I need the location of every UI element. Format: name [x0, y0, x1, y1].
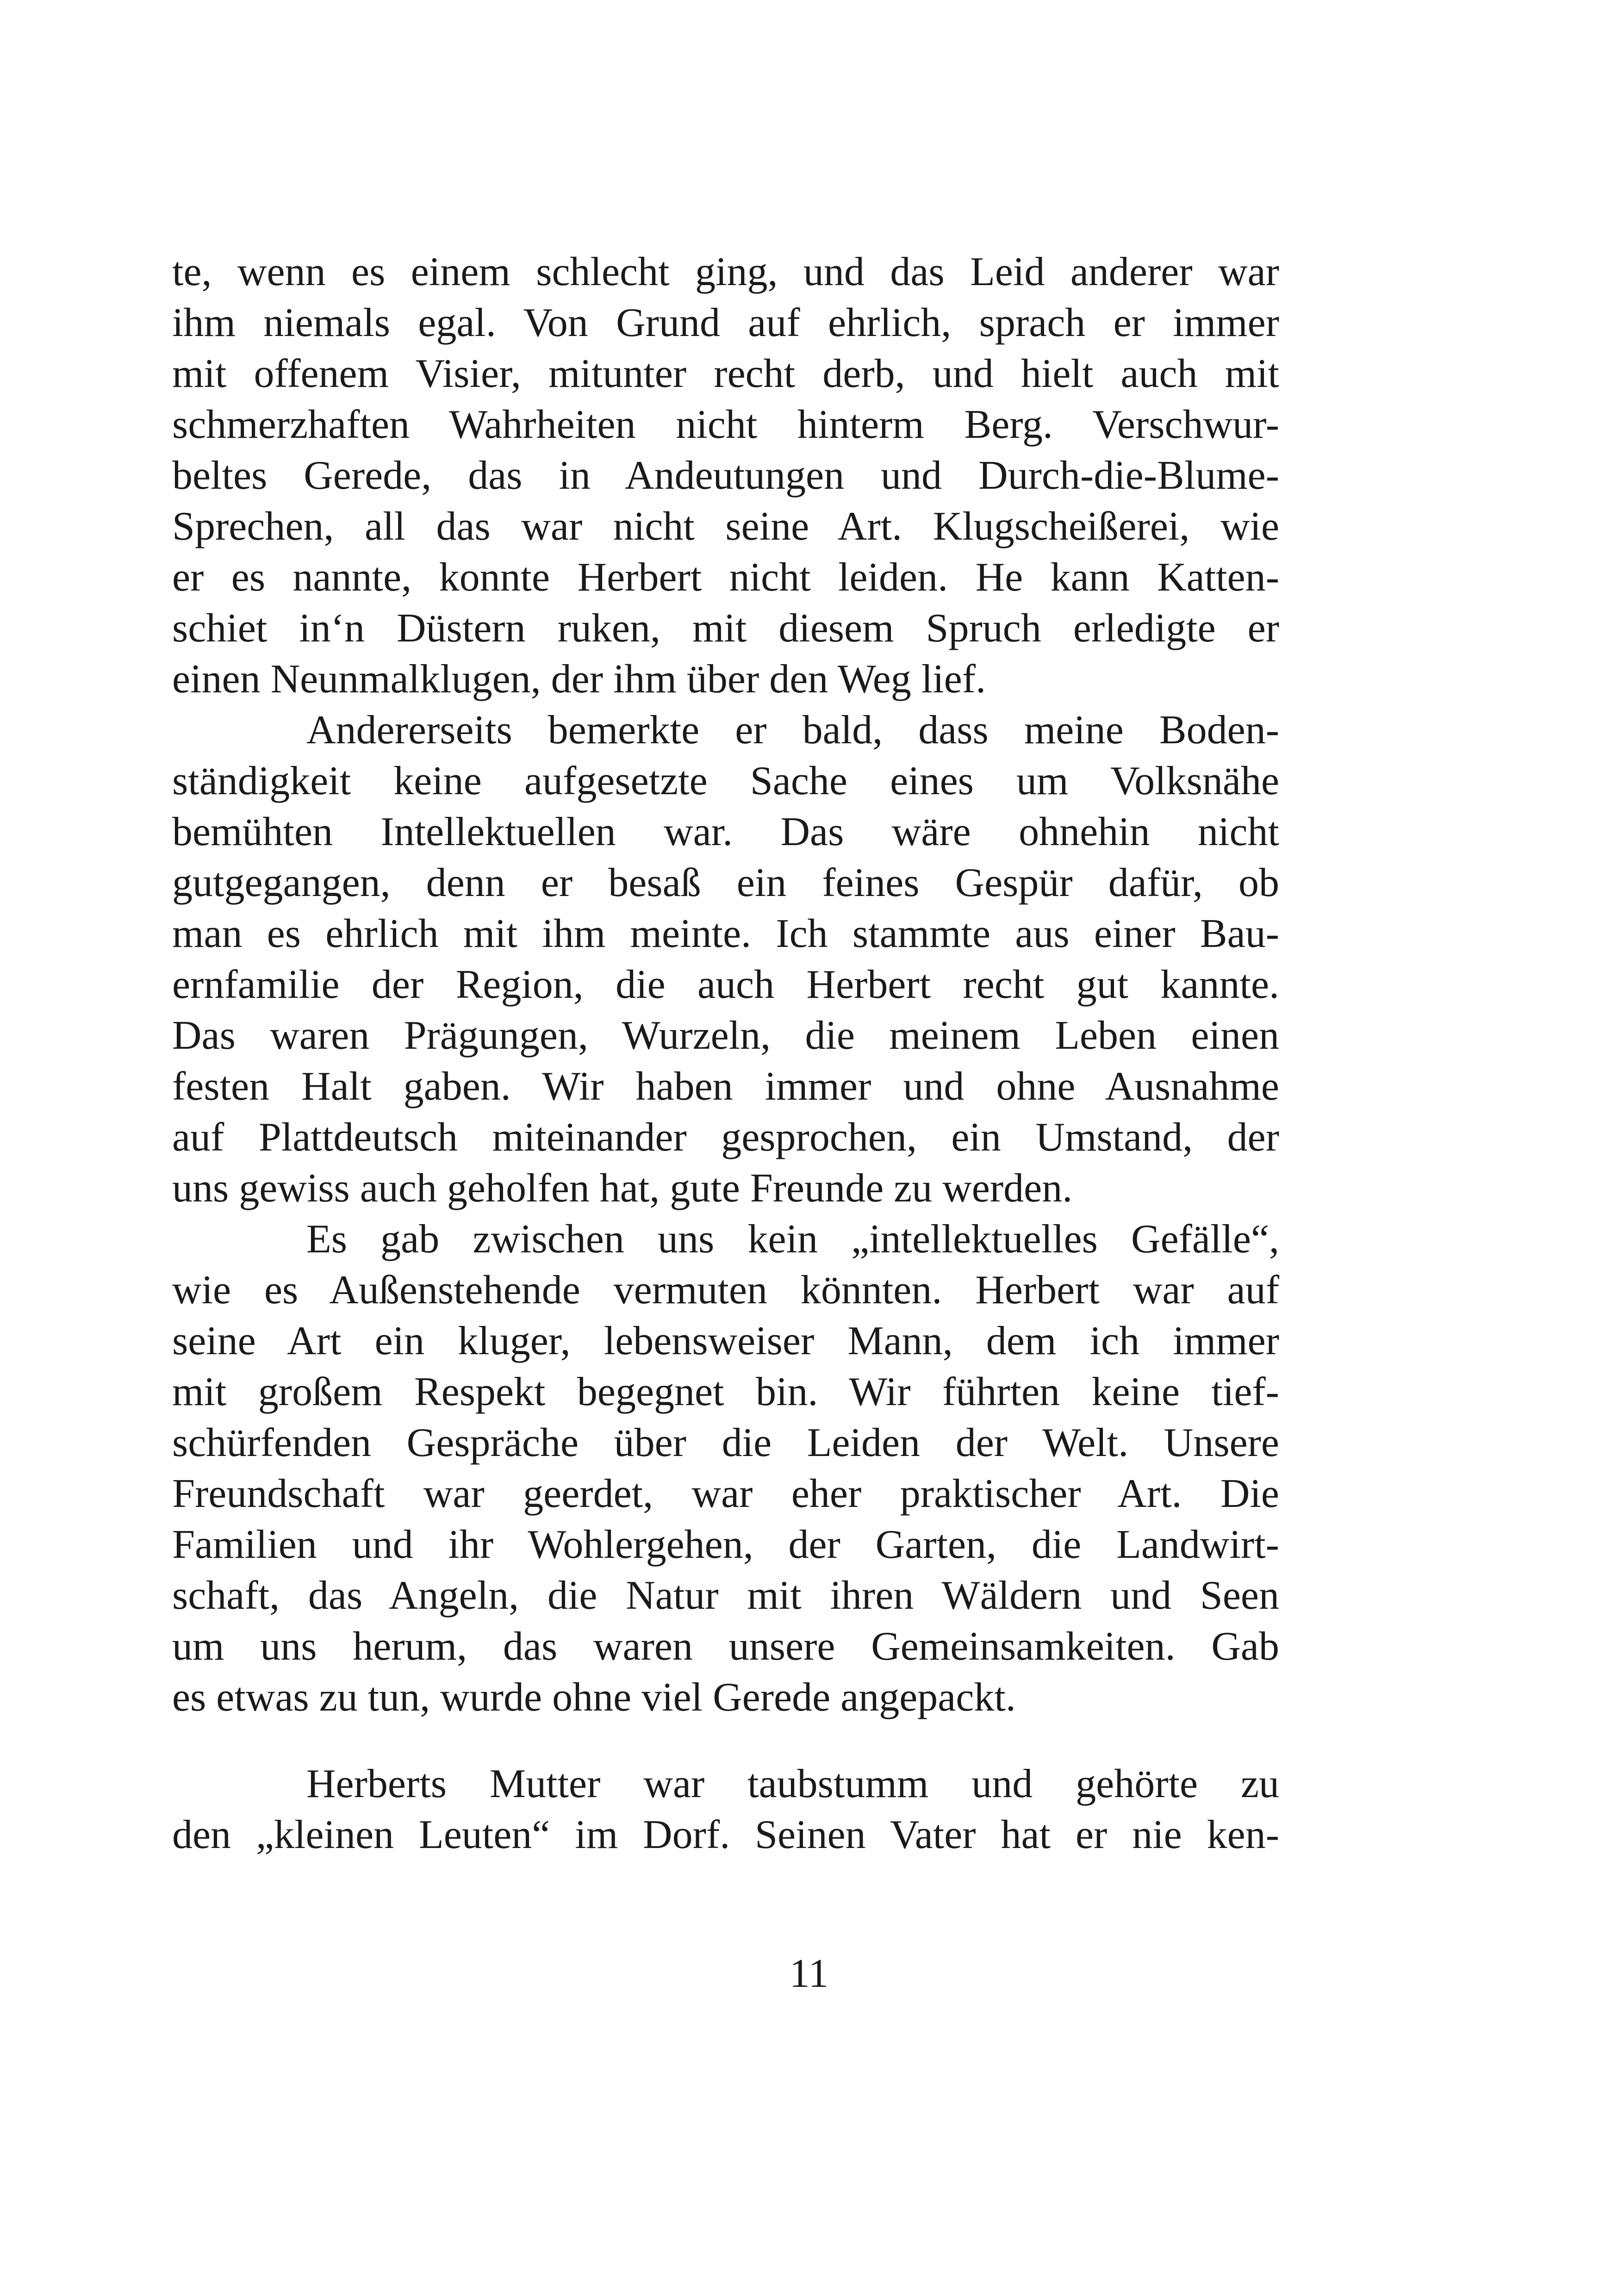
- text-line: schaft, das Angeln, die Natur mit ihren Wäldern und Seen: [172, 1573, 1279, 1618]
- text-line: mit großem Respekt begegnet bin. Wir führten keine tief-: [172, 1369, 1279, 1414]
- text-line: ihm niemals egal. Von Grund auf ehrlich, sprach er immer: [172, 300, 1279, 345]
- text-line: es etwas zu tun, wurde ohne viel Gerede angepackt.: [172, 1675, 1016, 1720]
- text-line: man es ehrlich mit ihm meinte. Ich stammte aus einer Bau-: [172, 911, 1279, 956]
- text-line: schmerzhaften Wahrheiten nicht hinterm Berg. Verschwur-: [172, 402, 1279, 447]
- text-line: auf Plattdeutsch miteinander gesprochen, ein Umstand, der: [172, 1115, 1279, 1160]
- text-line: te, wenn es einem schlecht ging, und das Leid anderer war: [172, 249, 1279, 294]
- text-line: Freundschaft war geerdet, war eher praktischer Art. Die: [172, 1471, 1279, 1516]
- text-line: seine Art ein kluger, lebensweiser Mann, dem ich immer: [172, 1319, 1279, 1363]
- text-line: Das waren Prägungen, Wurzeln, die meinem Leben einen: [172, 1013, 1279, 1058]
- text-line: gutgegangen, denn er besaß ein feines Gespür dafür, ob: [172, 860, 1279, 905]
- text-line: beltes Gerede, das in Andeutungen und Durch-die-Blume-: [172, 453, 1279, 498]
- text-line: wie es Außenstehende vermuten könnten. Herbert war auf: [172, 1268, 1279, 1313]
- body-text-block-1: [172, 247, 1279, 1723]
- text-line: ernfamilie der Region, die auch Herbert recht gut kannte.: [172, 962, 1279, 1007]
- page-number: 11: [789, 1951, 829, 1996]
- text-line: Familien und ihr Wohlergehen, der Garten, die Landwirt-: [172, 1522, 1279, 1567]
- text-line: er es nannte, konnte Herbert nicht leiden. He kann Katten-: [172, 555, 1279, 600]
- text-line: ständigkeit keine aufgesetzte Sache eines um Volksnähe: [172, 759, 1279, 803]
- text-line: um uns herum, das waren unsere Gemeinsamkeiten. Gab: [172, 1624, 1279, 1669]
- text-line: schürfenden Gespräche über die Leiden der Welt. Unsere: [172, 1420, 1279, 1465]
- text-line: Herberts Mutter war taubstumm und gehörte zu: [306, 1761, 1279, 1806]
- text-line: Sprechen, all das war nicht seine Art. Klugscheißerei, wie: [172, 504, 1279, 549]
- text-line: mit offenem Visier, mitunter recht derb, und hielt auch mit: [172, 351, 1279, 396]
- text-line: Es gab zwischen uns kein „intellektuelles Gefälle“,: [306, 1217, 1279, 1262]
- text-line: festen Halt gaben. Wir haben immer und ohne Ausnahme: [172, 1064, 1279, 1109]
- text-line: uns gewiss auch geholfen hat, gute Freunde zu werden.: [172, 1166, 1073, 1211]
- text-line: den „kleinen Leuten“ im Dorf. Seinen Vater hat er nie ken-: [172, 1812, 1279, 1857]
- text-line: einen Neunmalklugen, der ihm über den Weg lief.: [172, 657, 986, 702]
- text-line: schiet in‘n Düstern ruken, mit diesem Spruch erledigte er: [172, 606, 1279, 651]
- body-text-block-2: [172, 1759, 1279, 1860]
- text-line: Andererseits bemerkte er bald, dass meine Boden-: [306, 708, 1279, 753]
- text-line: bemühten Intellektuellen war. Das wäre ohnehin nicht: [172, 809, 1279, 854]
